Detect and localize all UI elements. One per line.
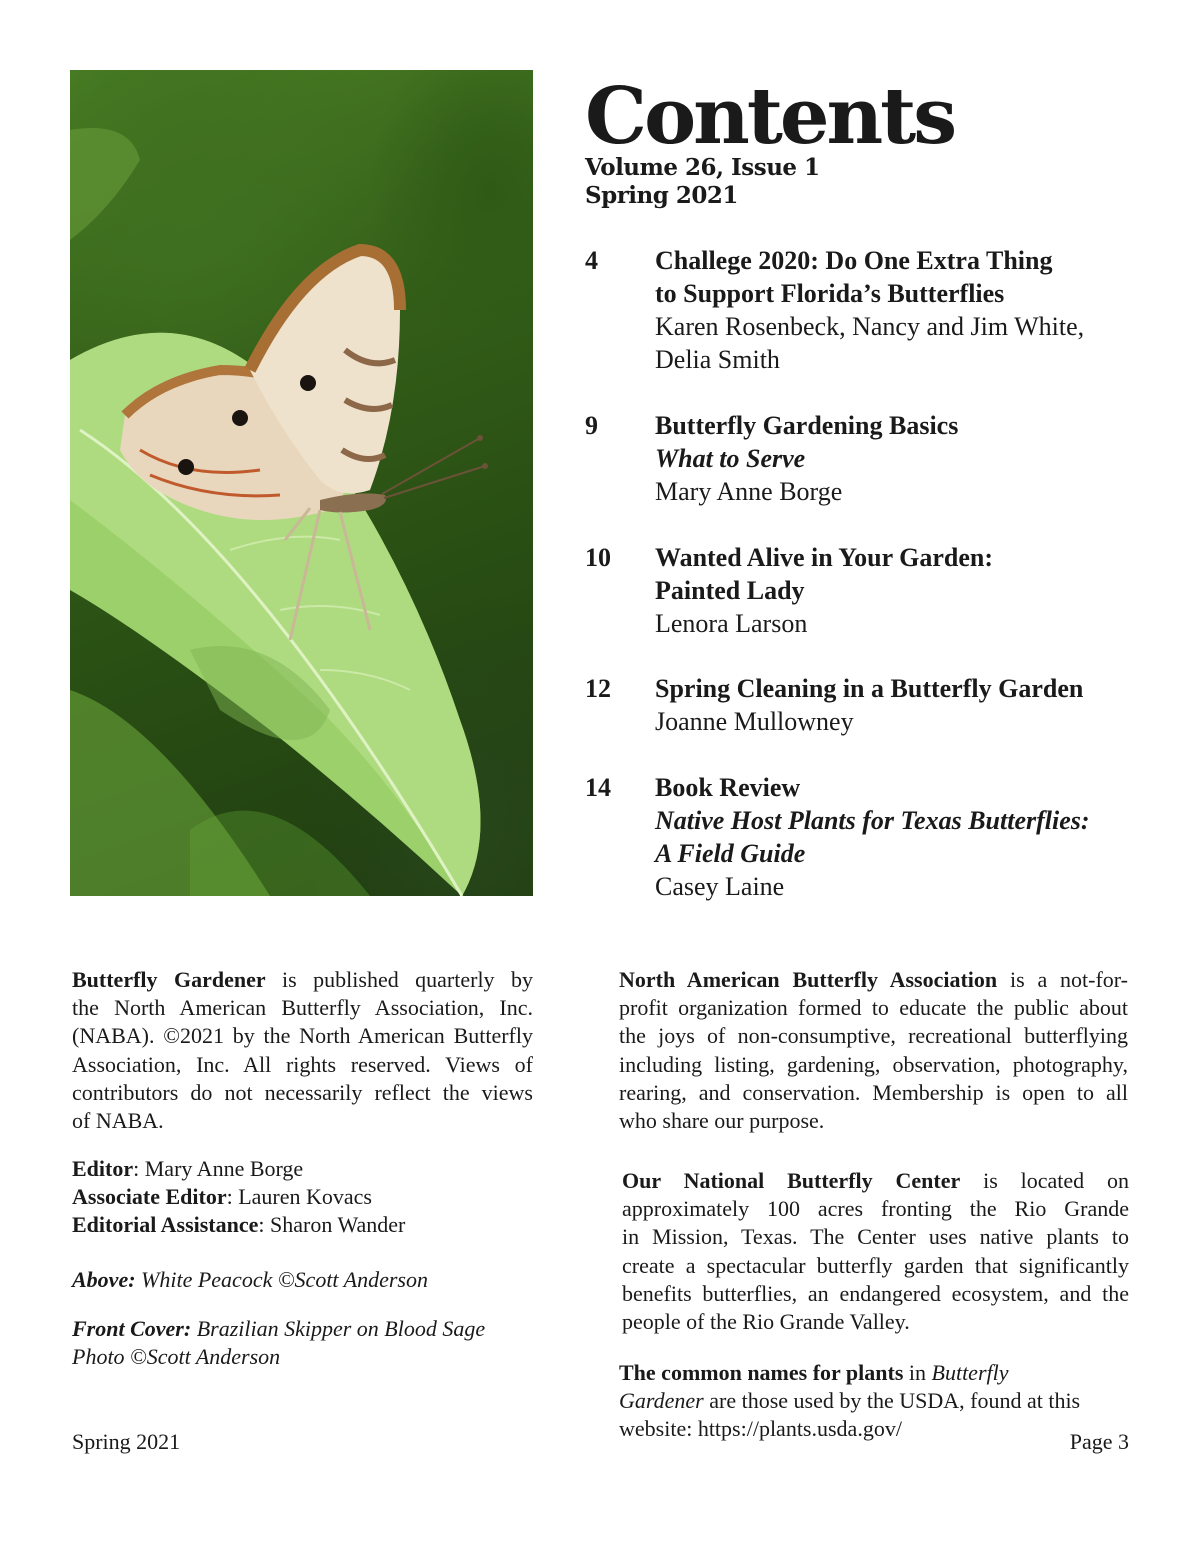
nbc-about-text: is located on bbox=[960, 1168, 1129, 1193]
toc-author: Joanne Mullowney bbox=[655, 707, 854, 736]
publisher-note-text: the North American Butterfly Association, Inc. bbox=[72, 995, 533, 1021]
nbc-name: Our National Butterfly Center bbox=[622, 1168, 961, 1193]
toc-subtitle: A Field Guide bbox=[655, 839, 806, 868]
toc-title: Butterfly Gardening Basics bbox=[655, 411, 959, 440]
staff-list bbox=[72, 1155, 533, 1240]
toc-author: Lenora Larson bbox=[655, 609, 808, 638]
staff-role: Editor bbox=[72, 1156, 134, 1181]
publication-name: Butterfly bbox=[931, 1360, 1009, 1385]
nbc-about-text: in Mission, Texas. The Center uses native plants to bbox=[622, 1224, 1129, 1250]
toc-page-number: 14 bbox=[585, 773, 611, 802]
publisher-note-text: of NABA. bbox=[72, 1108, 164, 1134]
toc-page-number: 12 bbox=[585, 674, 611, 703]
toc-title: Wanted Alive in Your Garden: bbox=[655, 543, 994, 572]
plants-note-text: are those used by the USDA, found at this bbox=[703, 1388, 1081, 1414]
nbc-about-text: benefits butterflies, an endangered ecosystem, and the bbox=[622, 1280, 1129, 1306]
cover-photo bbox=[70, 70, 533, 896]
caption-text: Brazilian Skipper on Blood Sage bbox=[191, 1316, 486, 1341]
footer-page-number: Page 3 bbox=[1069, 1429, 1129, 1454]
issue-season: Spring 2021 bbox=[585, 182, 738, 209]
publication-name: Butterfly Gardener bbox=[72, 967, 266, 992]
toc-title: to Support Florida’s Butterflies bbox=[655, 279, 1005, 308]
caption-text: White Peacock ©Scott Anderson bbox=[135, 1267, 428, 1292]
naba-about-text: profit organization formed to educate the public about bbox=[619, 995, 1128, 1021]
toc-page-number: 9 bbox=[585, 411, 598, 440]
staff-editorial-assistance bbox=[72, 1211, 533, 1239]
naba-about-text: who share our purpose. bbox=[619, 1108, 825, 1134]
butterfly-illustration bbox=[70, 70, 533, 896]
toc-subtitle: Native Host Plants for Texas Butterflies: bbox=[655, 806, 1090, 835]
publication-name: Gardener bbox=[619, 1388, 704, 1414]
toc-author: Karen Rosenbeck, Nancy and Jim White, bbox=[655, 312, 1085, 341]
publisher-note bbox=[72, 966, 533, 1135]
nbc-about-text: people of the Rio Grande Valley. bbox=[622, 1309, 910, 1335]
plants-note-lead: The common names for plants bbox=[619, 1360, 904, 1385]
toc-page-number: 4 bbox=[585, 246, 598, 275]
toc-page-number: 10 bbox=[585, 543, 611, 572]
toc-author: Delia Smith bbox=[655, 345, 780, 374]
toc-subtitle: What to Serve bbox=[655, 444, 806, 473]
toc-title: Painted Lady bbox=[655, 576, 805, 605]
staff-name: : Mary Anne Borge bbox=[133, 1156, 304, 1181]
staff-role: Editorial Assistance bbox=[72, 1212, 259, 1238]
nbc-about bbox=[622, 1167, 1129, 1336]
footer-season: Spring 2021 bbox=[72, 1429, 181, 1454]
plants-note bbox=[619, 1359, 1128, 1444]
caption-label: Front Cover: bbox=[72, 1316, 192, 1341]
plants-usda-link[interactable]: website: https://plants.usda.gov/ bbox=[619, 1416, 902, 1442]
naba-about bbox=[619, 966, 1128, 1135]
toc-author: Casey Laine bbox=[655, 872, 785, 901]
publisher-note-text: Association, Inc. All rights reserved. Views of bbox=[72, 1051, 533, 1077]
staff-role: Associate Editor bbox=[72, 1184, 227, 1210]
publisher-note-text: is published quarterly by bbox=[265, 967, 533, 992]
caption-text: Photo ©Scott Anderson bbox=[72, 1344, 281, 1370]
publisher-note-text: contributors do not necessarily reflect the views bbox=[72, 1079, 533, 1105]
toc-title: Spring Cleaning in a Butterfly Garden bbox=[655, 674, 1084, 703]
naba-about-text: rearing, and conservation. Membership is open to all bbox=[619, 1079, 1128, 1105]
toc-title: Book Review bbox=[655, 773, 801, 802]
nbc-about-text: create a spectacular butterfly garden that significantly bbox=[622, 1252, 1129, 1278]
staff-associate-editor bbox=[72, 1183, 533, 1211]
plants-note-text: in bbox=[903, 1360, 932, 1385]
staff-name: : Sharon Wander bbox=[258, 1212, 406, 1238]
naba-name: North American Butterfly Association bbox=[619, 967, 998, 992]
above-caption bbox=[72, 1266, 533, 1294]
naba-about-text: the joys of non-consumptive, recreational butterflying bbox=[619, 1023, 1128, 1049]
toc-title: Challege 2020: Do One Extra Thing bbox=[655, 246, 1053, 275]
volume-issue: Volume 26, Issue 1 bbox=[585, 154, 820, 181]
toc-author: Mary Anne Borge bbox=[655, 477, 843, 506]
naba-about-text: including listing, gardening, observation, photography, bbox=[619, 1051, 1128, 1077]
front-cover-caption bbox=[72, 1315, 533, 1371]
nbc-about-text: approximately 100 acres fronting the Rio Grande bbox=[622, 1196, 1129, 1222]
caption-label: Above: bbox=[72, 1267, 136, 1292]
staff-name: : Lauren Kovacs bbox=[226, 1184, 372, 1210]
staff-editor bbox=[72, 1155, 533, 1183]
publisher-note-text: (NABA). ©2021 by the North American Butterfly bbox=[72, 1023, 533, 1049]
contents-heading: Contents bbox=[585, 71, 955, 162]
naba-about-text: is a not-for- bbox=[997, 967, 1128, 992]
